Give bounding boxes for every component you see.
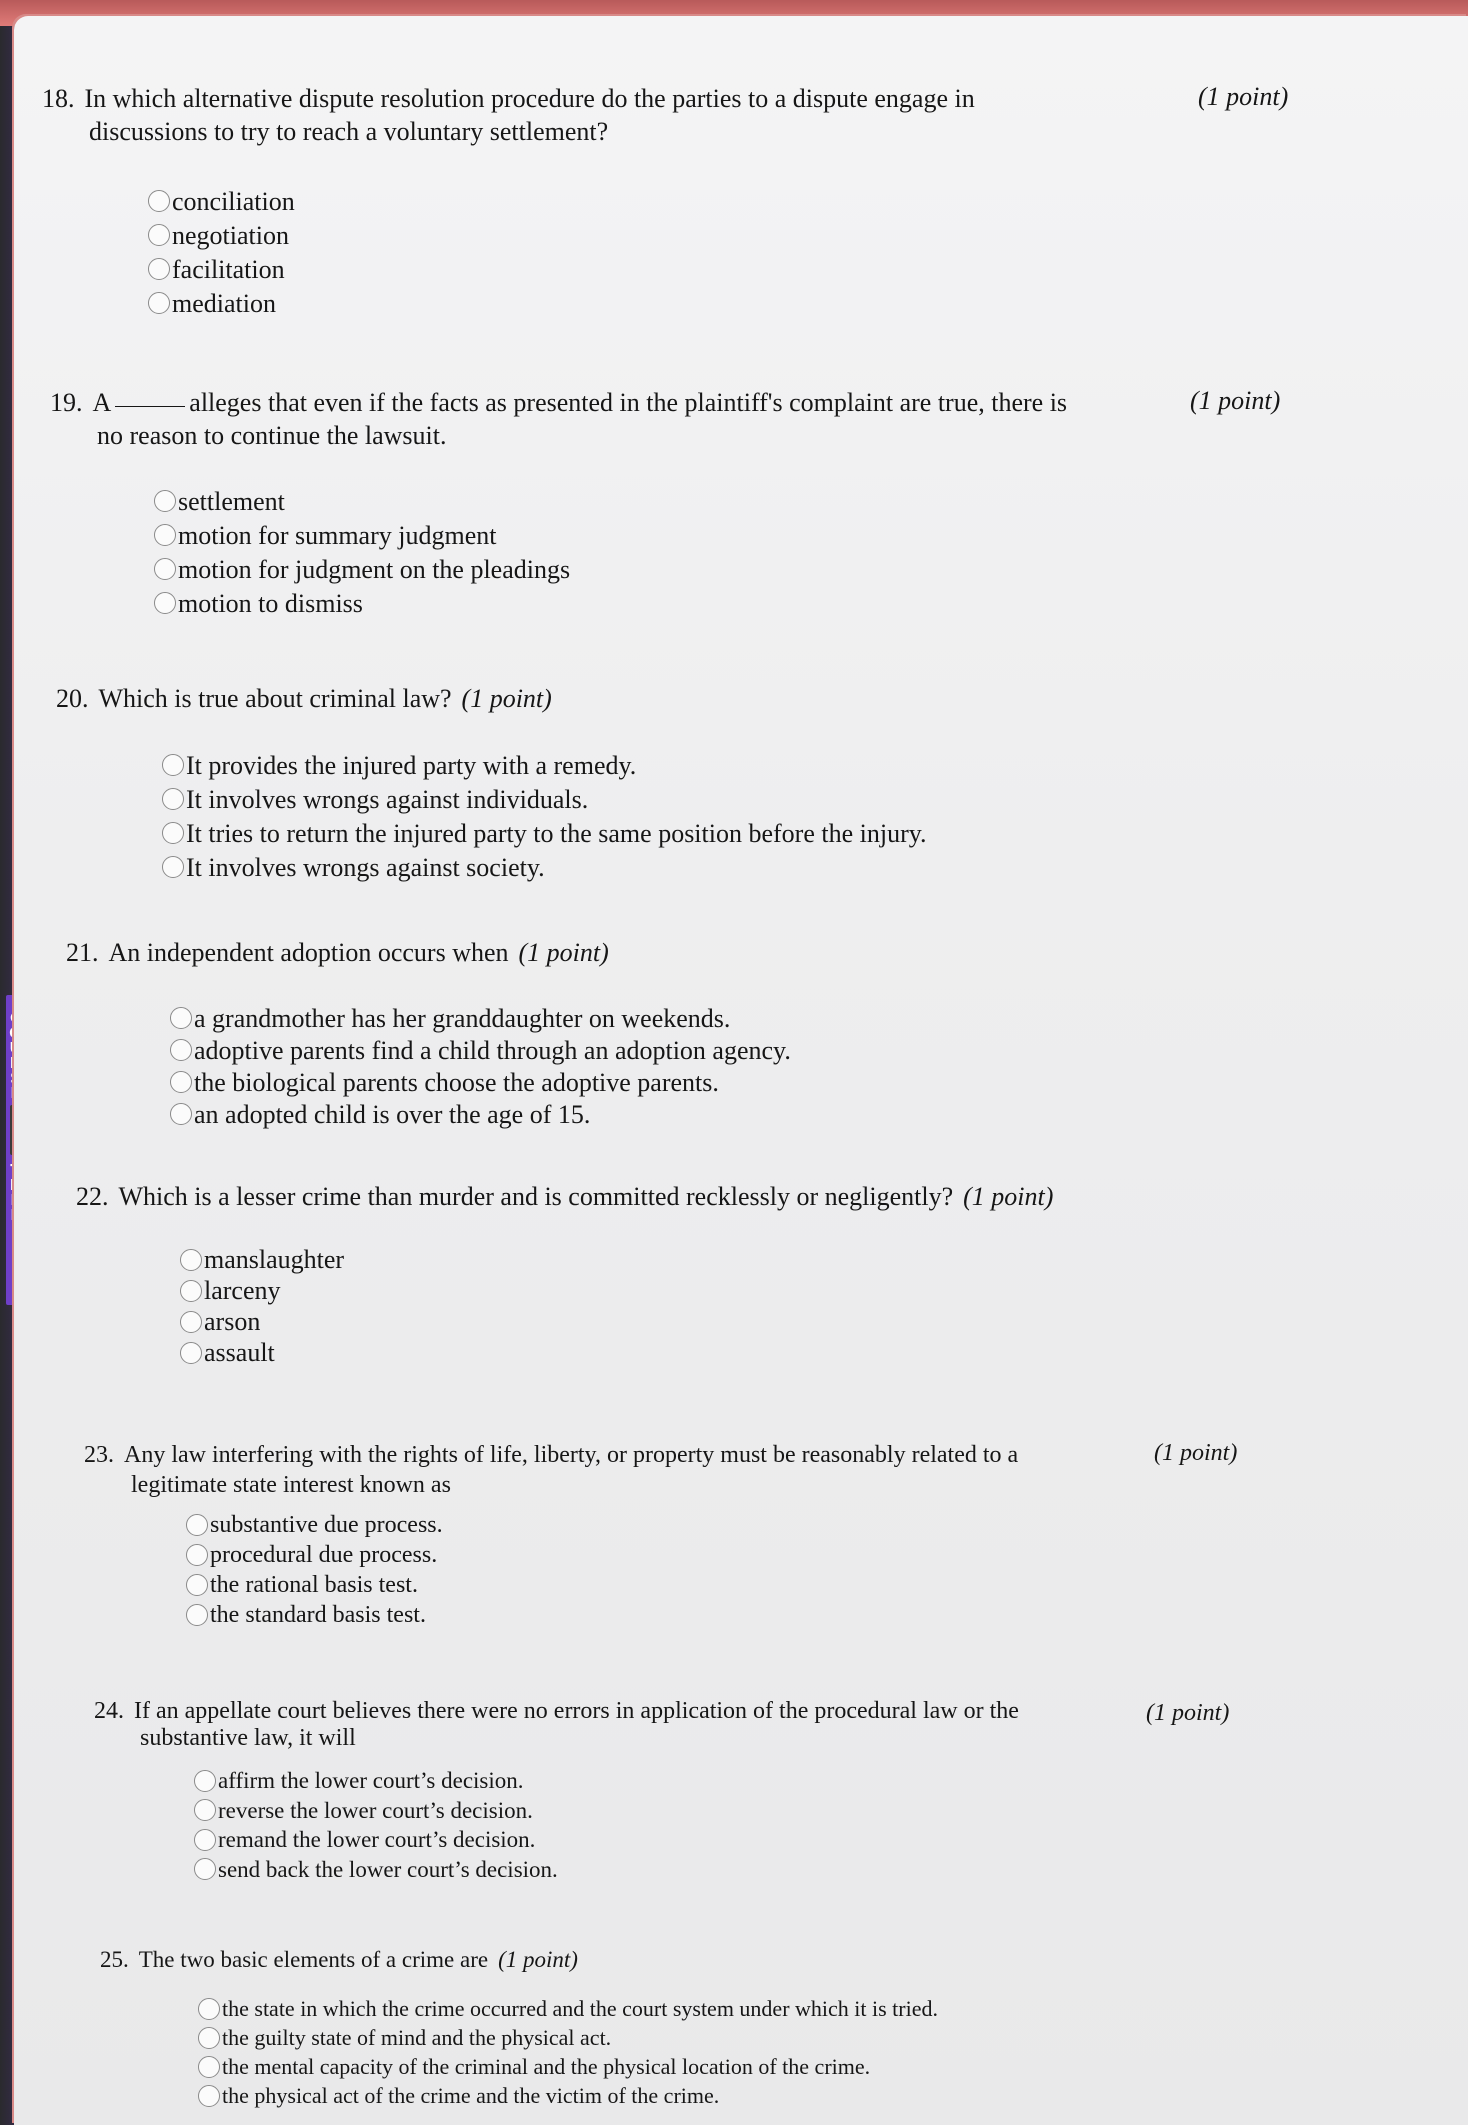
option-label: an adopted child is over the age of 15.: [194, 1099, 591, 1129]
options-19: [154, 484, 570, 620]
option[interactable]: [198, 2052, 938, 2081]
option[interactable]: [198, 1994, 938, 2023]
radio-button[interactable]: [198, 1998, 220, 2020]
option[interactable]: [170, 1034, 791, 1066]
option[interactable]: [180, 1275, 344, 1306]
radio-button[interactable]: [180, 1311, 202, 1333]
question-text-line1: Any law interfering with the rights of life, liberty, or property must be reasonably related to a: [124, 1442, 1019, 1468]
question-25: [100, 1946, 578, 1974]
radio-button[interactable]: [162, 856, 184, 878]
option-label: procedural due process.: [210, 1541, 438, 1568]
options-20: [162, 748, 927, 884]
question-text-line1: In which alternative dispute resolution procedure do the parties to a dispute engage in: [84, 84, 975, 113]
question-number: 22.: [76, 1182, 109, 1211]
option-label: the biological parents choose the adoptive parents.: [194, 1067, 719, 1097]
option[interactable]: [162, 850, 927, 884]
option[interactable]: [194, 1855, 558, 1885]
radio-button[interactable]: [170, 1007, 192, 1029]
option-label: the rational basis test.: [210, 1571, 418, 1598]
question-points: (1 point): [963, 1182, 1054, 1211]
radio-button[interactable]: [154, 558, 176, 580]
radio-button[interactable]: [186, 1544, 208, 1566]
question-number: 20.: [56, 684, 89, 713]
radio-button[interactable]: [162, 788, 184, 810]
option-label: It tries to return the injured party to the same position before the injury.: [186, 818, 927, 848]
option-label: arson: [204, 1307, 261, 1336]
radio-button[interactable]: [194, 1829, 216, 1851]
option-label: the state in which the crime occurred and the court system under which it is tried.: [222, 1996, 938, 2021]
option[interactable]: [148, 252, 295, 286]
option-label: It provides the injured party with a remedy.: [186, 750, 637, 780]
option[interactable]: [148, 184, 295, 218]
option[interactable]: [162, 816, 927, 850]
option[interactable]: [170, 1066, 791, 1098]
option[interactable]: [194, 1825, 558, 1855]
option[interactable]: [148, 286, 295, 320]
question-number: 25.: [100, 1947, 129, 1972]
question-points: (1 point): [461, 684, 552, 713]
option[interactable]: [194, 1766, 558, 1796]
radio-button[interactable]: [154, 490, 176, 512]
option[interactable]: [180, 1244, 344, 1275]
question-22: [76, 1180, 1053, 1213]
option[interactable]: [180, 1306, 344, 1337]
question-text-line2: discussions to try to reach a voluntary settlement?: [89, 117, 609, 146]
question-text-line1: If an appellate court believes there were no errors in application of the procedural law or the: [134, 1698, 1019, 1724]
radio-button[interactable]: [198, 2056, 220, 2078]
question-19: [50, 386, 1067, 452]
options-23: [186, 1510, 443, 1630]
question-number: 24.: [94, 1698, 124, 1724]
option-label: negotiation: [172, 220, 289, 250]
options-18: [148, 184, 295, 320]
question-18: [42, 82, 975, 148]
radio-button[interactable]: [148, 190, 170, 212]
option[interactable]: [186, 1510, 443, 1540]
option-label: substantive due process.: [210, 1511, 443, 1538]
option[interactable]: [162, 748, 927, 782]
radio-button[interactable]: [198, 2085, 220, 2107]
option-label: a grandmother has her granddaughter on weekends.: [194, 1003, 731, 1033]
question-number: 23.: [84, 1442, 114, 1468]
option-label: adoptive parents find a child through an adoption agency.: [194, 1035, 791, 1065]
option-label: conciliation: [172, 186, 295, 216]
question-points: (1 point): [1154, 1440, 1238, 1466]
radio-button[interactable]: [180, 1249, 202, 1271]
option-label: motion to dismiss: [178, 588, 363, 618]
option[interactable]: [148, 218, 295, 252]
radio-button[interactable]: [186, 1604, 208, 1626]
option-label: manslaughter: [204, 1245, 345, 1274]
question-points: (1 point): [498, 1947, 578, 1972]
option-label: the standard basis test.: [210, 1601, 426, 1628]
question-text-line2: legitimate state interest known as: [131, 1472, 451, 1498]
radio-button[interactable]: [194, 1799, 216, 1821]
option-label: It involves wrongs against individuals.: [186, 784, 589, 814]
question-text-line2: substantive law, it will: [140, 1725, 356, 1751]
option-label: send back the lower court’s decision.: [218, 1856, 558, 1882]
options-22: [180, 1244, 344, 1368]
option-label: reverse the lower court’s decision.: [218, 1797, 533, 1823]
question-points: (1 point): [518, 938, 609, 967]
option-label: motion for summary judgment: [178, 520, 497, 550]
question-text: Which is true about criminal law?: [98, 684, 452, 713]
radio-button[interactable]: [186, 1514, 208, 1536]
question-points: (1 point): [1190, 386, 1281, 415]
option-label: assault: [204, 1338, 275, 1367]
option-label: larceny: [204, 1276, 281, 1305]
option-label: settlement: [178, 486, 285, 516]
radio-button[interactable]: [170, 1071, 192, 1093]
question-23: [84, 1440, 1018, 1500]
option-label: the physical act of the crime and the victim of the crime.: [222, 2083, 720, 2108]
option[interactable]: [186, 1570, 443, 1600]
radio-button[interactable]: [170, 1039, 192, 1061]
question-20: [56, 682, 552, 715]
radio-button[interactable]: [180, 1280, 202, 1302]
question-points: (1 point): [1198, 82, 1289, 111]
option[interactable]: [162, 782, 927, 816]
question-points: (1 point): [1146, 1700, 1230, 1726]
radio-button[interactable]: [162, 754, 184, 776]
radio-button[interactable]: [180, 1342, 202, 1364]
question-text: Which is a lesser crime than murder and is committed recklessly or negligently?: [118, 1182, 954, 1211]
radio-button[interactable]: [198, 2027, 220, 2049]
radio-button[interactable]: [148, 258, 170, 280]
options-21: [170, 1002, 791, 1130]
option-label: remand the lower court’s decision.: [218, 1827, 536, 1853]
option-label: mediation: [172, 288, 276, 318]
radio-button[interactable]: [186, 1574, 208, 1596]
question-24: [94, 1698, 1019, 1752]
options-24: [194, 1766, 558, 1884]
radio-button[interactable]: [170, 1103, 192, 1125]
option[interactable]: [154, 552, 570, 586]
option[interactable]: [170, 1098, 791, 1130]
radio-button[interactable]: [194, 1770, 216, 1792]
option-label: motion for judgment on the pleadings: [178, 554, 571, 584]
fill-in-blank: [115, 406, 185, 407]
option[interactable]: [186, 1600, 443, 1630]
question-text-before-blank: A: [92, 388, 112, 417]
option-label: affirm the lower court’s decision.: [218, 1768, 524, 1794]
question-text-line2: no reason to continue the lawsuit.: [97, 421, 447, 450]
option[interactable]: [154, 518, 570, 552]
question-text-after-blank: alleges that even if the facts as presented in the plaintiff's complaint are true, there is: [189, 388, 1068, 417]
option[interactable]: [170, 1002, 791, 1034]
option[interactable]: [154, 484, 570, 518]
question-number: 19.: [50, 388, 83, 417]
option[interactable]: [198, 2081, 938, 2110]
question-text: The two basic elements of a crime are: [138, 1947, 489, 1972]
radio-button[interactable]: [194, 1858, 216, 1880]
options-25: [198, 1994, 938, 2110]
question-number: 21.: [66, 938, 99, 967]
option[interactable]: [180, 1337, 344, 1368]
question-21: [66, 936, 609, 969]
option-label: facilitation: [172, 254, 285, 284]
radio-button[interactable]: [148, 224, 170, 246]
question-number: 18.: [42, 84, 75, 113]
question-text: An independent adoption occurs when: [108, 938, 509, 967]
radio-button[interactable]: [162, 822, 184, 844]
option[interactable]: [198, 2023, 938, 2052]
option-label: the mental capacity of the criminal and the physical location of the crime.: [222, 2054, 871, 2079]
option-label: the guilty state of mind and the physical act.: [222, 2025, 612, 2050]
option[interactable]: [186, 1540, 443, 1570]
option[interactable]: [194, 1796, 558, 1826]
radio-button[interactable]: [148, 292, 170, 314]
quiz-page: [14, 16, 1468, 2125]
radio-button[interactable]: [154, 524, 176, 546]
option-label: It involves wrongs against society.: [186, 852, 545, 882]
option[interactable]: [154, 586, 570, 620]
radio-button[interactable]: [154, 592, 176, 614]
